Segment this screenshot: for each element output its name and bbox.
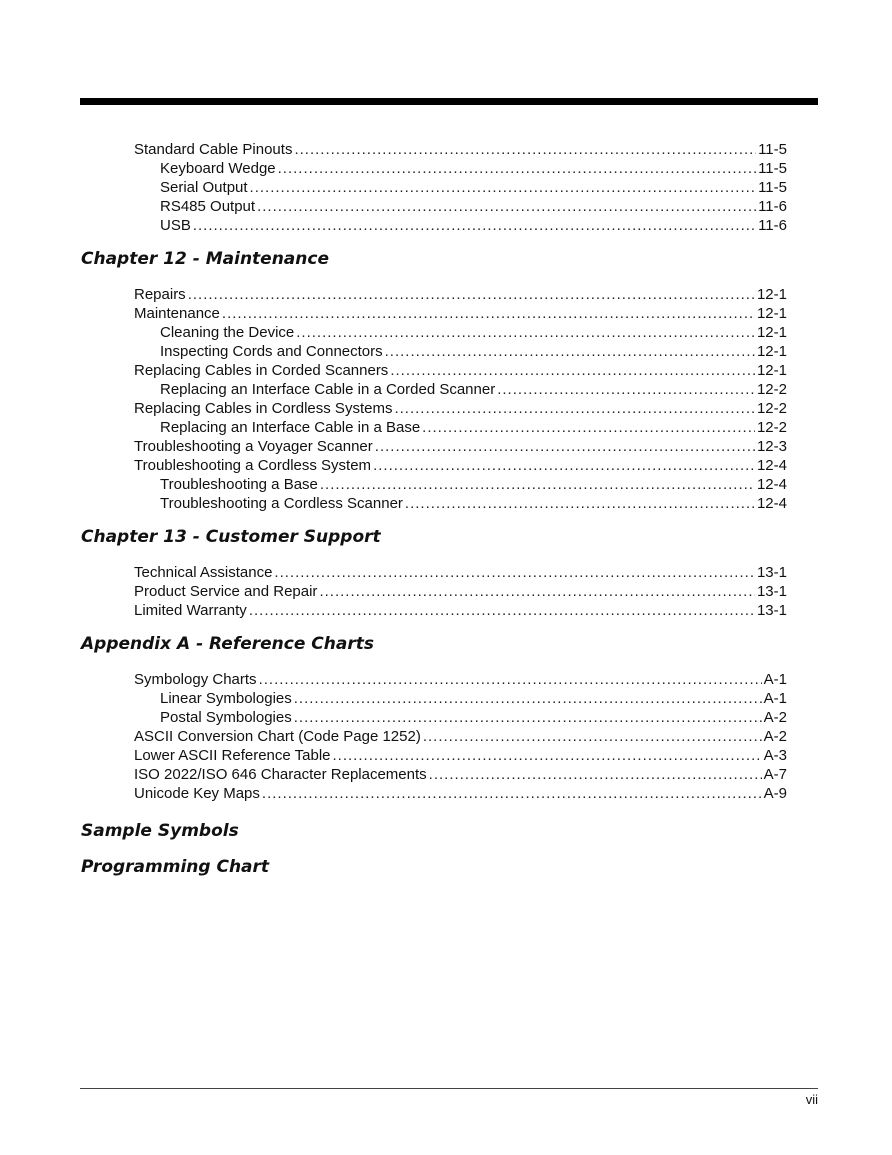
toc-entry-troubleshooting-a-cordless-system[interactable] (134, 456, 787, 475)
toc-entry-product-service-and-repair[interactable] (134, 582, 787, 601)
dot-leader (422, 418, 755, 437)
spacer (0, 803, 892, 821)
section-heading-chapter-12-maintenance[interactable]: Chapter 12 - Maintenance (81, 249, 329, 269)
toc-entry-page: 12-1 (756, 324, 787, 341)
toc-entry-replacing-cables-in-corded-scanners[interactable] (134, 361, 787, 380)
section-heading-appendix-a-reference-charts[interactable]: Appendix A - Reference Charts (81, 634, 374, 654)
toc-entry-title: Replacing Cables in Cordless Systems (134, 400, 393, 417)
toc-entry-replacing-an-interface-cable-in-a-corded-scanner[interactable] (160, 380, 787, 399)
toc-entry-page: 12-4 (756, 495, 787, 512)
spacer (0, 235, 892, 249)
toc-entry-cleaning-the-device[interactable] (160, 323, 787, 342)
toc-entry-page: 12-1 (756, 286, 787, 303)
toc-entry-troubleshooting-a-base[interactable] (160, 475, 787, 494)
section-heading-chapter-13-customer-support[interactable]: Chapter 13 - Customer Support (81, 527, 381, 547)
toc-entry-title: RS485 Output (160, 198, 256, 215)
toc-entry-title: Limited Warranty (134, 602, 247, 619)
toc-entry-page: 12-2 (756, 381, 787, 398)
toc-entry-maintenance[interactable] (134, 304, 787, 323)
dot-leader (257, 197, 756, 216)
spacer (0, 841, 892, 857)
dot-leader (188, 285, 755, 304)
toc-entry-title: Standard Cable Pinouts (134, 141, 293, 158)
toc-entry-page: 13-1 (756, 564, 787, 581)
spacer (0, 620, 892, 634)
toc-entry-symbology-charts[interactable] (134, 670, 787, 689)
toc-entry-title: Product Service and Repair (134, 583, 318, 600)
toc-entry-title: Inspecting Cords and Connectors (160, 343, 383, 360)
dot-leader (294, 708, 762, 727)
table-of-contents (0, 140, 892, 877)
toc-entry-replacing-an-interface-cable-in-a-base[interactable] (160, 418, 787, 437)
toc-entry-repairs[interactable] (134, 285, 787, 304)
toc-entry-title: Linear Symbologies (160, 690, 292, 707)
toc-entry-page: A-9 (763, 785, 787, 802)
dot-leader (423, 727, 762, 746)
dot-leader (262, 784, 762, 803)
toc-entry-page: 11-6 (758, 198, 787, 215)
toc-entry-unicode-key-maps[interactable] (134, 784, 787, 803)
toc-entry-page: A-2 (763, 728, 787, 745)
toc-entry-title: Unicode Key Maps (134, 785, 260, 802)
toc-entry-page: 13-1 (756, 602, 787, 619)
page-number: vii (805, 1092, 818, 1107)
footer-rule (80, 1088, 818, 1089)
toc-entry-standard-cable-pinouts[interactable] (134, 140, 787, 159)
toc-entry-page: A-1 (763, 671, 787, 688)
dot-leader (193, 216, 756, 235)
section-heading-programming-chart[interactable]: Programming Chart (81, 857, 270, 877)
toc-entry-page: 12-2 (756, 419, 787, 436)
header-rule (80, 98, 818, 105)
toc-entry-title: Troubleshooting a Cordless System (134, 457, 372, 474)
dot-leader (294, 140, 756, 159)
toc-entry-page: A-3 (763, 747, 787, 764)
toc-entry-troubleshooting-a-cordless-scanner[interactable] (160, 494, 787, 513)
toc-entry-page: 11-5 (758, 141, 787, 158)
toc-entry-rs485-output[interactable] (160, 197, 787, 216)
toc-entry-page: 12-4 (756, 457, 787, 474)
dot-leader (250, 178, 757, 197)
toc-entry-serial-output[interactable] (160, 178, 787, 197)
dot-leader (497, 380, 755, 399)
toc-entry-title: Troubleshooting a Voyager Scanner (134, 438, 373, 455)
toc-entry-page: 11-5 (758, 160, 787, 177)
toc-entry-title: ASCII Conversion Chart (Code Page 1252) (134, 728, 421, 745)
toc-entry-page: 11-6 (758, 217, 787, 234)
toc-entry-title: Postal Symbologies (160, 709, 292, 726)
toc-entry-technical-assistance[interactable] (134, 563, 787, 582)
toc-entry-title: Repairs (134, 286, 186, 303)
dot-leader (394, 399, 755, 418)
toc-entry-page: 12-1 (756, 362, 787, 379)
toc-entry-replacing-cables-in-cordless-systems[interactable] (134, 399, 787, 418)
toc-entry-title: Replacing an Interface Cable in a Base (160, 419, 421, 436)
toc-entry-title: Keyboard Wedge (160, 160, 276, 177)
toc-entry-page: 12-4 (756, 476, 787, 493)
dot-leader (278, 159, 756, 178)
toc-entry-troubleshooting-a-voyager-scanner[interactable] (134, 437, 787, 456)
toc-entry-title: Maintenance (134, 305, 220, 322)
dot-leader (429, 765, 762, 784)
toc-entry-title: Cleaning the Device (160, 324, 295, 341)
toc-entry-page: A-1 (763, 690, 787, 707)
toc-entry-title: Technical Assistance (134, 564, 273, 581)
toc-entry-title: Serial Output (160, 179, 248, 196)
dot-leader (320, 475, 755, 494)
toc-entry-limited-warranty[interactable] (134, 601, 787, 620)
toc-entry-inspecting-cords-and-connectors[interactable] (160, 342, 787, 361)
toc-entry-ascii-conversion-chart-code-page-1252[interactable] (134, 727, 787, 746)
toc-entry-title: USB (160, 217, 191, 234)
toc-entry-postal-symbologies[interactable] (160, 708, 787, 727)
toc-entry-title: Replacing an Interface Cable in a Corded Scanner (160, 381, 496, 398)
toc-entry-lower-ascii-reference-table[interactable] (134, 746, 787, 765)
dot-leader (375, 437, 755, 456)
dot-leader (274, 563, 755, 582)
spacer (0, 269, 892, 285)
dot-leader (294, 689, 762, 708)
toc-entry-usb[interactable] (160, 216, 787, 235)
toc-entry-page: A-2 (763, 709, 787, 726)
spacer (0, 654, 892, 670)
dot-leader (373, 456, 755, 475)
toc-entry-title: ISO 2022/ISO 646 Character Replacements (134, 766, 427, 783)
dot-leader (333, 746, 762, 765)
toc-entry-keyboard-wedge[interactable] (160, 159, 787, 178)
dot-leader (390, 361, 755, 380)
toc-entry-title: Replacing Cables in Corded Scanners (134, 362, 389, 379)
dot-leader (405, 494, 755, 513)
toc-entry-page: A-7 (763, 766, 787, 783)
section-heading-sample-symbols[interactable]: Sample Symbols (81, 821, 239, 841)
spacer (0, 513, 892, 527)
spacer (0, 547, 892, 563)
toc-entry-page: 12-3 (756, 438, 787, 455)
toc-entry-linear-symbologies[interactable] (160, 689, 787, 708)
toc-entry-title: Lower ASCII Reference Table (134, 747, 331, 764)
toc-entry-page: 12-2 (756, 400, 787, 417)
dot-leader (259, 670, 762, 689)
toc-entry-iso-2022-iso-646-character-replacements[interactable] (134, 765, 787, 784)
dot-leader (319, 582, 755, 601)
toc-entry-title: Troubleshooting a Cordless Scanner (160, 495, 403, 512)
toc-entry-title: Troubleshooting a Base (160, 476, 318, 493)
toc-entry-title: Symbology Charts (134, 671, 257, 688)
toc-entry-page: 12-1 (756, 343, 787, 360)
toc-entry-page: 12-1 (756, 305, 787, 322)
dot-leader (249, 601, 755, 620)
toc-entry-page: 11-5 (758, 179, 787, 196)
dot-leader (385, 342, 755, 361)
dot-leader (296, 323, 755, 342)
toc-entry-page: 13-1 (756, 583, 787, 600)
dot-leader (222, 304, 755, 323)
